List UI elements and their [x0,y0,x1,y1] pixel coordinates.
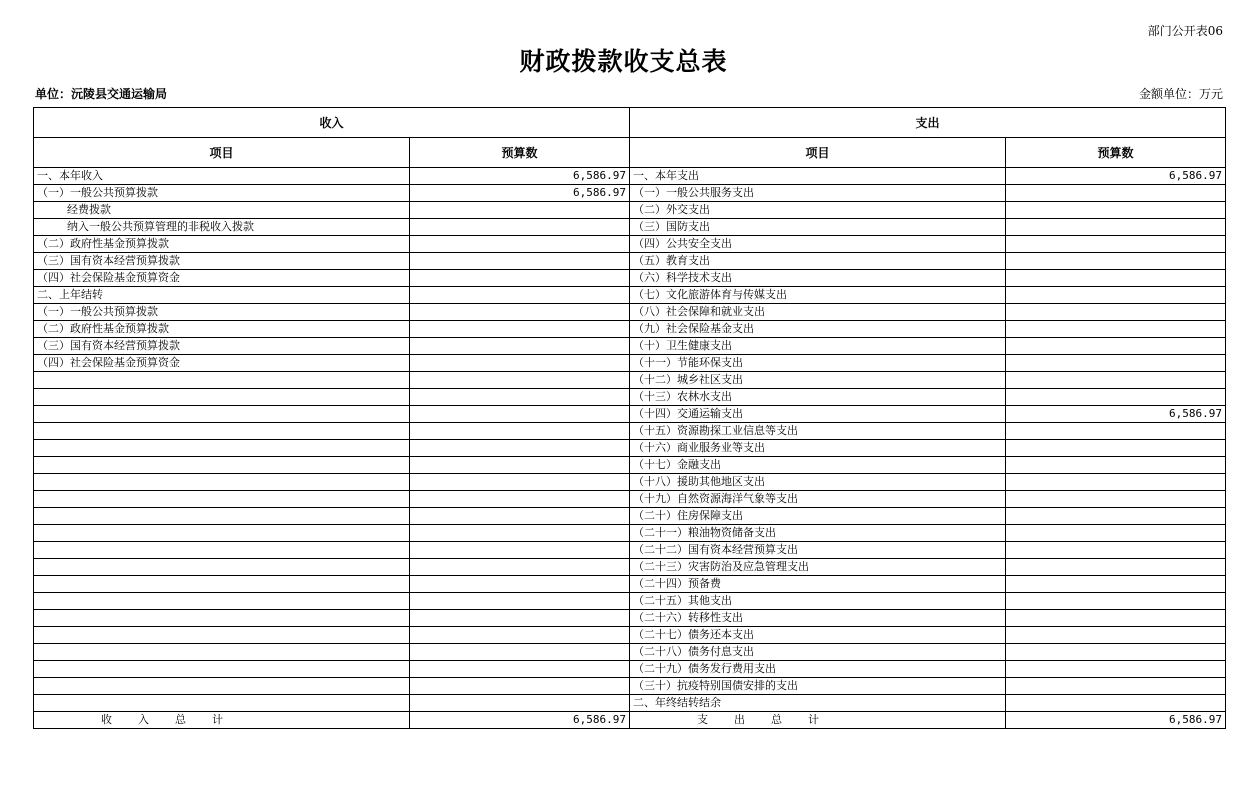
expense-value-cell [1006,695,1226,712]
income-value-cell [410,338,630,355]
income-item-cell: （四）社会保险基金预算资金 [34,355,410,372]
income-value-cell [410,355,630,372]
expense-value-cell [1006,236,1226,253]
table-body [34,108,1226,729]
income-value-cell [410,695,630,712]
expense-item-cell: （三十）抗疫特别国债安排的支出 [630,678,1006,695]
table-row [34,406,1226,423]
expense-value-cell [1006,372,1226,389]
expense-value-cell [1006,576,1226,593]
table-row [34,559,1226,576]
income-item-cell [34,389,410,406]
expense-item-cell: （二十七）债务还本支出 [630,627,1006,644]
expense-value-cell: 6,586.97 [1006,406,1226,423]
table-row [34,219,1226,236]
table-row [34,253,1226,270]
table-row [34,440,1226,457]
expense-item-cell: （二十三）灾害防治及应急管理支出 [630,559,1006,576]
table-row [34,389,1226,406]
income-value-cell [410,236,630,253]
table-row [34,202,1226,219]
section-header-row [34,108,1226,138]
income-value-cell [410,678,630,695]
expense-value-cell [1006,678,1226,695]
income-value-cell [410,559,630,576]
table-row [34,304,1226,321]
expense-item-cell: （二十四）预备费 [630,576,1006,593]
expense-value-cell [1006,304,1226,321]
income-value-cell [410,219,630,236]
total-row [34,712,1226,729]
expense-value-cell [1006,270,1226,287]
expense-item-cell: （十）卫生健康支出 [630,338,1006,355]
expense-budget-header: 预算数 [1006,138,1226,168]
table-row [34,576,1226,593]
expense-item-cell: 一、本年支出 [630,168,1006,185]
expense-item-cell: （十三）农林水支出 [630,389,1006,406]
expense-item-cell: （十八）援助其他地区支出 [630,474,1006,491]
income-value-cell [410,661,630,678]
income-value-cell [410,508,630,525]
table-row [34,287,1226,304]
income-item-cell: 纳入一般公共预算管理的非税收入拨款 [34,219,410,236]
expense-item-cell: （九）社会保险基金支出 [630,321,1006,338]
column-header-row [34,138,1226,168]
income-value-cell [410,576,630,593]
income-item-cell [34,474,410,491]
income-total-label: 收入总计 [34,712,410,729]
table-row [34,236,1226,253]
expense-item-cell: （一）一般公共服务支出 [630,185,1006,202]
expense-item-cell: （二）外交支出 [630,202,1006,219]
expense-item-cell: （二十二）国有资本经营预算支出 [630,542,1006,559]
expense-value-cell [1006,593,1226,610]
income-value-cell [410,474,630,491]
table-row [34,423,1226,440]
income-value-cell [410,525,630,542]
table-row [34,525,1226,542]
expense-item-cell: （五）教育支出 [630,253,1006,270]
expense-header: 支出 [630,108,1226,138]
income-item-cell [34,423,410,440]
expense-value-cell [1006,610,1226,627]
income-item-cell: （二）政府性基金预算拨款 [34,236,410,253]
table-row [34,610,1226,627]
income-item-cell: 二、上年结转 [34,287,410,304]
expense-value-cell [1006,185,1226,202]
expense-item-cell: （十七）金融支出 [630,457,1006,474]
table-row [34,372,1226,389]
table-row [34,338,1226,355]
income-value-cell [410,389,630,406]
income-value-cell [410,406,630,423]
expense-item-cell: （三）国防支出 [630,219,1006,236]
income-item-cell: （一）一般公共预算拨款 [34,185,410,202]
income-budget-header: 预算数 [410,138,630,168]
expense-value-cell [1006,457,1226,474]
table-row [34,678,1226,695]
expense-value-cell [1006,627,1226,644]
income-item-cell [34,440,410,457]
expense-item-cell: （十四）交通运输支出 [630,406,1006,423]
table-row [34,270,1226,287]
income-value-cell [410,457,630,474]
table-row [34,644,1226,661]
expense-value-cell [1006,287,1226,304]
expense-item-cell: （十六）商业服务业等支出 [630,440,1006,457]
budget-table [33,107,1226,729]
income-item-cell [34,559,410,576]
income-item-cell [34,661,410,678]
table-row [34,168,1226,185]
table-row [34,542,1226,559]
income-item-cell: 经费拨款 [34,202,410,219]
page-title: 财政拨款收支总表 [519,47,728,76]
expense-value-cell [1006,525,1226,542]
income-item-cell [34,627,410,644]
income-item-cell [34,610,410,627]
table-row [34,474,1226,491]
expense-value-cell [1006,661,1226,678]
table-row [34,491,1226,508]
expense-item-cell: （八）社会保障和就业支出 [630,304,1006,321]
income-item-cell: （三）国有资本经营预算拨款 [34,338,410,355]
income-value-cell [410,593,630,610]
income-item-cell: （四）社会保险基金预算资金 [34,270,410,287]
income-item-cell [34,457,410,474]
expense-item-cell: （十九）自然资源海洋气象等支出 [630,491,1006,508]
income-item-cell [34,644,410,661]
income-item-header: 项目 [34,138,410,168]
income-value-cell [410,423,630,440]
expense-value-cell [1006,542,1226,559]
income-item-cell [34,695,410,712]
expense-value-cell [1006,355,1226,372]
expense-value-cell [1006,508,1226,525]
income-item-cell [34,406,410,423]
expense-item-header: 项目 [630,138,1006,168]
income-value-cell [410,287,630,304]
income-value-cell [410,627,630,644]
form-code: 部门公开表06 [1147,24,1223,38]
income-value-cell: 6,586.97 [410,168,630,185]
income-value-cell [410,253,630,270]
expense-value-cell [1006,559,1226,576]
expense-item-cell: （二十六）转移性支出 [630,610,1006,627]
income-value-cell [410,270,630,287]
table-row [34,185,1226,202]
expense-value-cell [1006,474,1226,491]
expense-item-cell: （七）文化旅游体育与传媒支出 [630,287,1006,304]
income-item-cell: （二）政府性基金预算拨款 [34,321,410,338]
expense-item-cell: （二十一）粮油物资储备支出 [630,525,1006,542]
income-value-cell [410,440,630,457]
income-item-cell: 一、本年收入 [34,168,410,185]
table-row [34,661,1226,678]
expense-value-cell [1006,321,1226,338]
income-item-cell [34,593,410,610]
income-item-cell: （一）一般公共预算拨款 [34,304,410,321]
table-row [34,508,1226,525]
expense-item-cell: （十二）城乡社区支出 [630,372,1006,389]
income-item-cell: （三）国有资本经营预算拨款 [34,253,410,270]
expense-total-value: 6,586.97 [1006,712,1226,729]
income-item-cell [34,542,410,559]
income-item-cell [34,525,410,542]
table-row [34,321,1226,338]
table-row [34,355,1226,372]
expense-value-cell [1006,491,1226,508]
income-value-cell [410,372,630,389]
expense-item-cell: （二十）住房保障支出 [630,508,1006,525]
expense-item-cell: （二十五）其他支出 [630,593,1006,610]
income-value-cell [410,321,630,338]
table-row [34,593,1226,610]
income-total-value: 6,586.97 [410,712,630,729]
expense-value-cell [1006,389,1226,406]
income-value-cell [410,304,630,321]
income-item-cell [34,508,410,525]
expense-value-cell [1006,440,1226,457]
expense-value-cell [1006,253,1226,270]
amount-unit-label: 金额单位：万元 [1138,87,1223,101]
expense-value-cell [1006,202,1226,219]
income-item-cell [34,491,410,508]
income-value-cell [410,202,630,219]
income-value-cell [410,644,630,661]
income-item-cell [34,678,410,695]
expense-item-cell: （十一）节能环保支出 [630,355,1006,372]
income-value-cell [410,542,630,559]
expense-value-cell [1006,423,1226,440]
expense-item-cell: （四）公共安全支出 [630,236,1006,253]
table-row [34,627,1226,644]
expense-value-cell [1006,644,1226,661]
table-row [34,695,1226,712]
table-row [34,457,1226,474]
income-value-cell [410,610,630,627]
income-item-cell [34,576,410,593]
income-value-cell: 6,586.97 [410,185,630,202]
expense-item-cell: （十五）资源勘探工业信息等支出 [630,423,1006,440]
expense-total-label: 支出总计 [630,712,1006,729]
income-value-cell [410,491,630,508]
expense-value-cell: 6,586.97 [1006,168,1226,185]
expense-item-cell: （六）科学技术支出 [630,270,1006,287]
income-header: 收入 [34,108,630,138]
unit-label: 单位：沅陵县交通运输局 [35,87,168,101]
income-item-cell [34,372,410,389]
expense-item-cell: 二、年终结转结余 [630,695,1006,712]
expense-item-cell: （二十八）债务付息支出 [630,644,1006,661]
expense-value-cell [1006,219,1226,236]
expense-item-cell: （二十九）债务发行费用支出 [630,661,1006,678]
expense-value-cell [1006,338,1226,355]
